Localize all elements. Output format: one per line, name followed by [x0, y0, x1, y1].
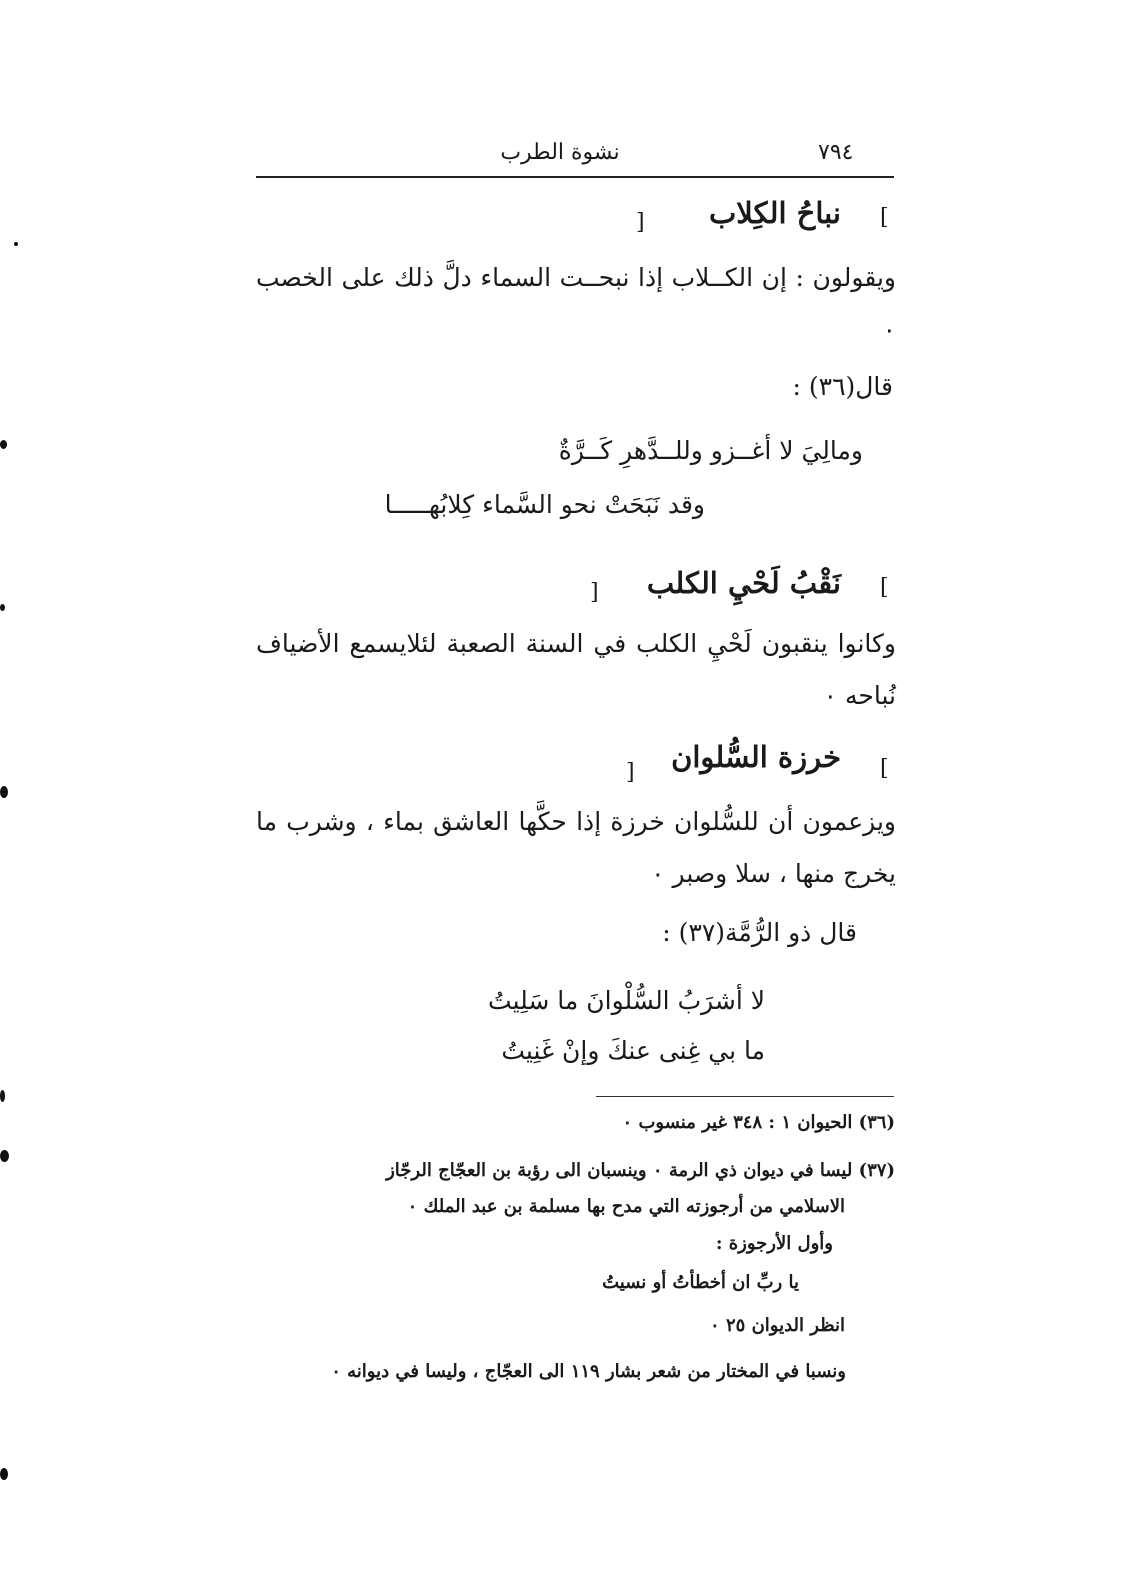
header-divider	[256, 176, 894, 178]
poem-intro-1: قال(٣٦) :	[792, 372, 893, 401]
heading-bracket-open: [	[880, 205, 889, 230]
scan-speck	[0, 1468, 8, 1480]
footnote-37-line-2: الاسلامي من أرجوزته التي مدح بها مسلمة بن عبد الملك ٠	[407, 1196, 845, 1217]
footnote-37-line-1: (٣٧) ليسا في ديوان ذي الرمة ٠ وينسبان الى رؤبة بن العجّاج الرجّاز	[386, 1160, 895, 1181]
scan-speck	[0, 786, 8, 798]
heading-bracket-open: [	[880, 756, 889, 781]
scan-speck	[0, 604, 5, 611]
verse-line-1: ومالِيَ لا أغــزو وللــدَّهرِ كَــرَّةٌ	[558, 436, 863, 465]
section-heading-1: نباحُ الكِلاب	[709, 196, 841, 230]
footnote-37-line-4: يا ربِّ ان أخطأتُ أو نسيتُ	[602, 1272, 799, 1293]
heading-bracket-close: ]	[590, 580, 599, 605]
heading-bracket-open: [	[880, 575, 889, 600]
verse-line-4: ما بي غِنى عنكَ وإنْ غَنِيتُ	[501, 1036, 765, 1065]
section-heading-2: نَقْبُ لَحْيِ الكلب	[646, 566, 841, 600]
verse-line-2: وقد نَبَحَتْ نحو السَّماء كِلابُهـــــا	[384, 490, 705, 519]
scan-speck	[0, 1090, 5, 1102]
heading-bracket-close: ]	[636, 210, 645, 235]
verse-line-3: لا أشرَبُ السُّلْوانَ ما سَلِيتُ	[488, 986, 765, 1015]
section-heading-3: خرزة السُّلوان	[671, 740, 841, 774]
footnote-37-paragraph: ونسبا في المختار من شعر بشار ١١٩ الى العجّاج ، وليسا في ديوانه ٠	[331, 1361, 846, 1382]
footnote-36: (٣٦) الحيوان ١ : ٣٤٨ غير منسوب ٠	[622, 1112, 895, 1133]
scan-speck	[14, 242, 18, 246]
running-title: نشوة الطرب	[500, 140, 620, 165]
scan-speck	[0, 440, 7, 449]
page-number: ٧٩٤	[818, 140, 854, 165]
section-paragraph-1: ويقولون : إن الكــلاب إذا نبحــت السماء دلَّ ذلك على الخصب ٠	[256, 263, 896, 344]
footnote-divider	[596, 1096, 894, 1097]
section-paragraph-3: ويزعمون أن للسُّلوان خرزة إذا حكَّها العاشق بماء ، وشرب ما يخرج منها ، سلا وصبر ٠	[256, 807, 896, 888]
poem-intro-2: قال ذو الرُّمَّة(٣٧) :	[662, 918, 857, 947]
footnote-37-line-5: انظر الديوان ٢٥ ٠	[710, 1315, 845, 1336]
footnote-37-line-3: وأول الأرجوزة :	[715, 1233, 833, 1254]
section-paragraph-2: وكانوا ينقبون لَحْيِ الكلب في السنة الصعبة لئلايسمع الأضياف نُباحه ٠	[256, 629, 896, 710]
scan-speck	[0, 1150, 9, 1162]
heading-bracket-close: ]	[626, 760, 635, 785]
